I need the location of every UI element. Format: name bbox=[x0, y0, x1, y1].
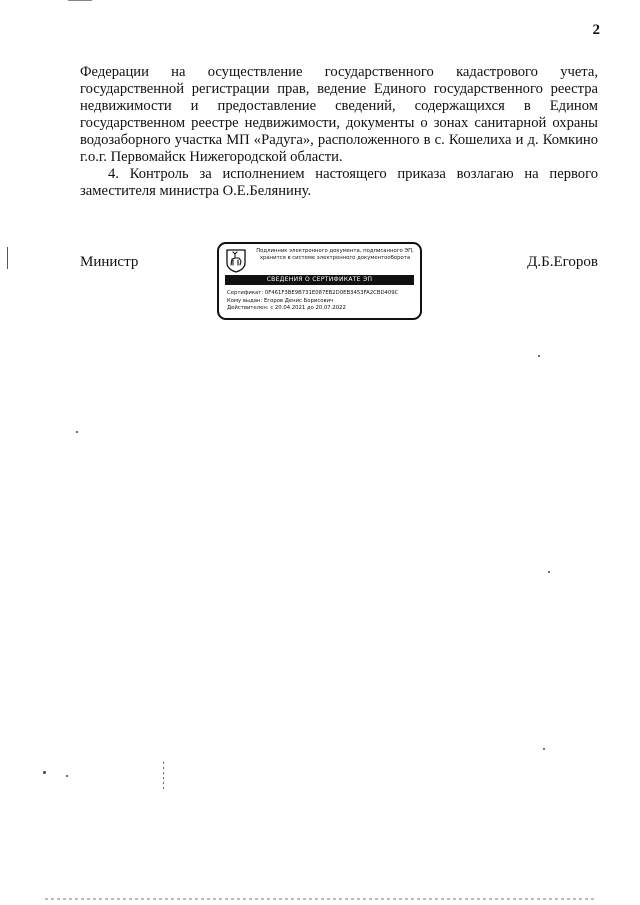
scan-speck bbox=[543, 748, 545, 750]
scan-mark-left bbox=[7, 247, 8, 269]
stamp-issued-to-line: Кому выдан: Егоров Денис Борисович bbox=[227, 297, 334, 304]
signatory-name: Д.Б.Егоров bbox=[527, 254, 598, 270]
scan-speck bbox=[76, 431, 78, 433]
paragraph-continuation: Федерации на осуществление государственного кадастрового учета, государственной регистрации прав, ведение Единого государственного реестра недвижимости и предоставление сведений, содержащихся в Едином государственном реестре недвижимости, документы о зонах санитарной охраны водозаборного участка МП «Радуга», расположенного в с. Кошелиха и д. Комкино г.о.г. Первомайск Нижегородской области. bbox=[80, 64, 598, 165]
scan-mark-top bbox=[68, 0, 92, 1]
scan-speck bbox=[43, 771, 46, 774]
scan-speck bbox=[548, 571, 550, 573]
document-body bbox=[80, 64, 598, 200]
electronic-signature-stamp bbox=[217, 242, 422, 320]
stamp-validity-line: Действителен: с 20.04.2021 до 20.07.2022 bbox=[227, 305, 346, 311]
nizhny-novgorod-deer-emblem-icon bbox=[226, 249, 246, 273]
stamp-certificate-details bbox=[227, 290, 398, 313]
scan-dash-mark bbox=[163, 762, 164, 792]
stamp-certificate-line: Сертификат: 0F461F3BE9B731E087EB2D0EB3453FA2CBD409C bbox=[227, 290, 399, 296]
signature-block bbox=[80, 242, 598, 326]
page-number: 2 bbox=[592, 22, 600, 38]
scan-bottom-edge bbox=[45, 898, 595, 900]
stamp-note: Подлинник электронного документа, подписанного ЭП, хранится в системе электронного документооборота bbox=[256, 248, 414, 261]
paragraph-item-4: 4. Контроль за исполнением настоящего приказа возлагаю на первого заместителя министра О.Е.Белянину. bbox=[80, 166, 598, 199]
scan-speck bbox=[538, 355, 540, 357]
signatory-role: Министр bbox=[80, 254, 139, 270]
scan-speck bbox=[66, 775, 68, 777]
stamp-title-bar: СВЕДЕНИЯ О СЕРТИФИКАТЕ ЭП bbox=[225, 275, 414, 285]
